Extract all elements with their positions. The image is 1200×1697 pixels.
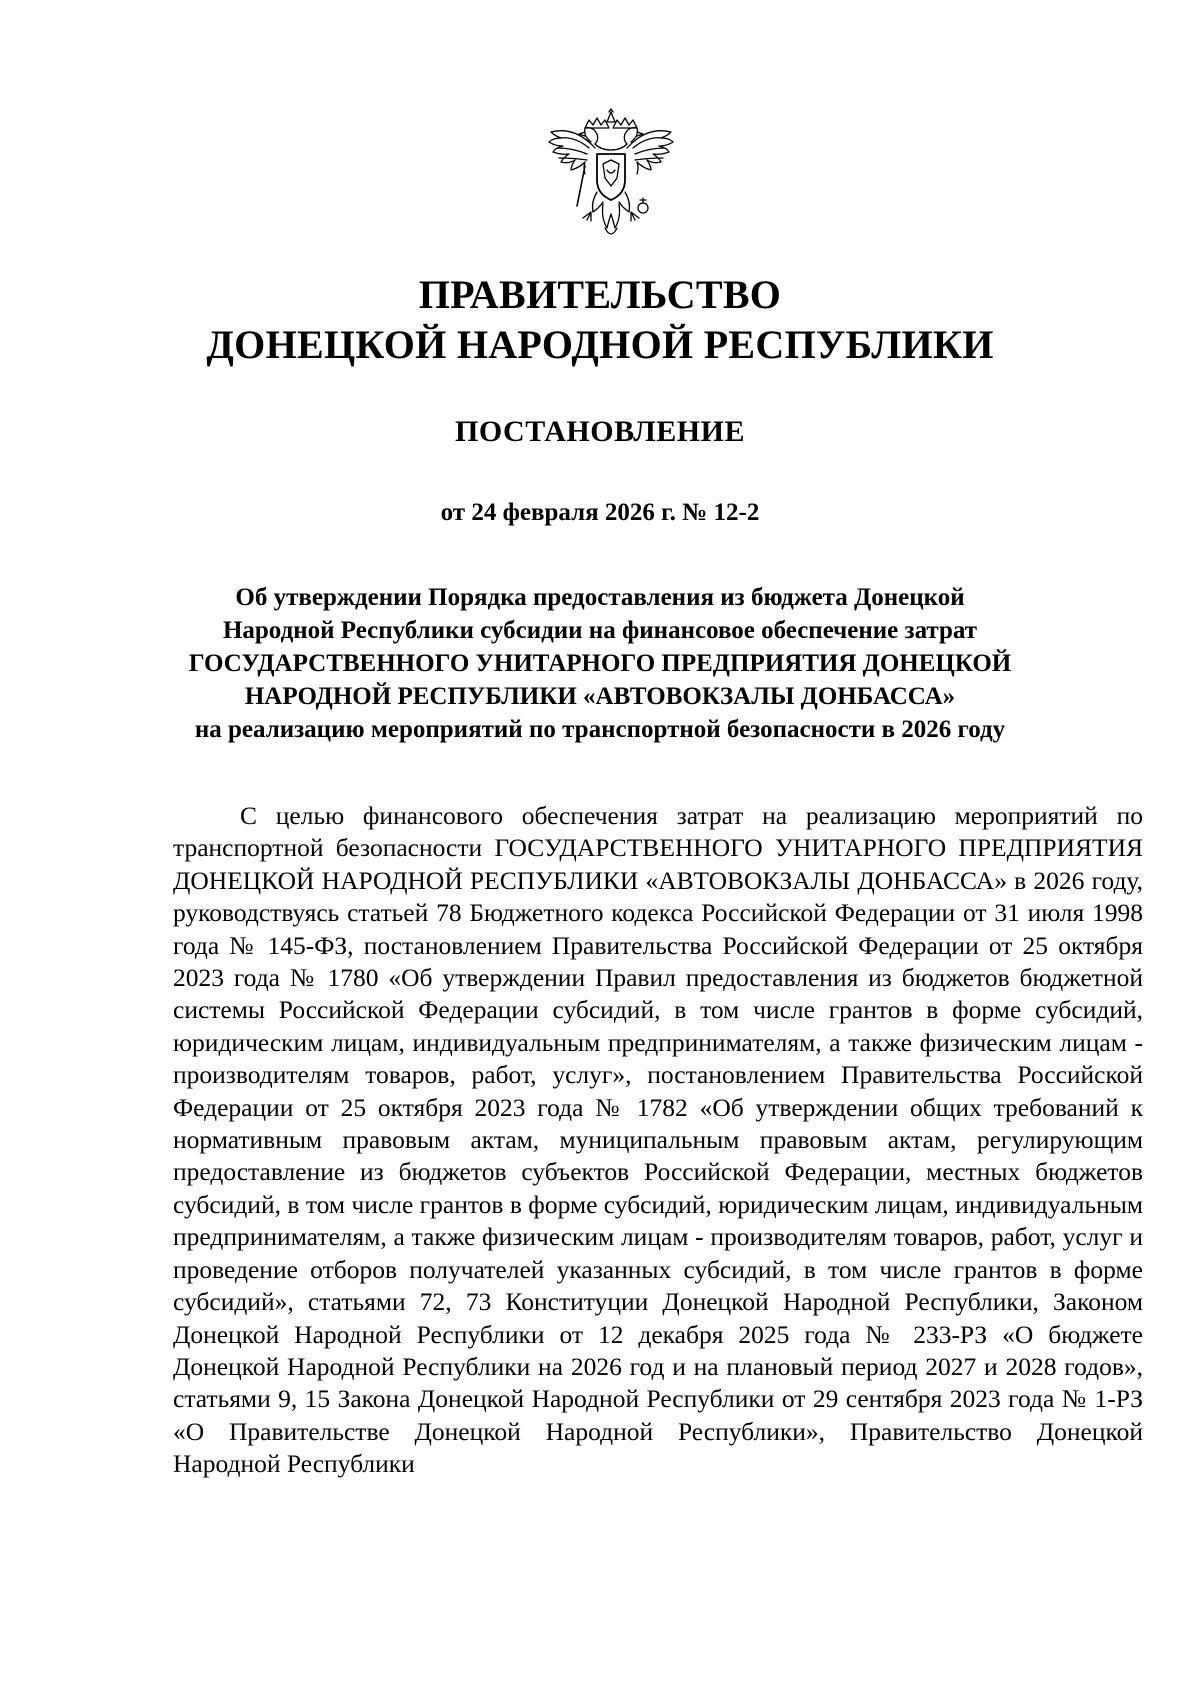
document-subject xyxy=(0,581,1200,746)
subject-line2: Народной Республики субсидии на финансовое обеспечение затрат xyxy=(222,617,978,644)
government-title-line2: ДОНЕЦКОЙ НАРОДНОЙ РЕСПУБЛИКИ xyxy=(206,322,994,367)
document-type: ПОСТАНОВЛЕНИЕ xyxy=(455,415,745,448)
subject-line3: ГОСУДАРСТВЕННОГО УНИТАРНОГО ПРЕДПРИЯТИЯ ДОНЕЦКОЙ xyxy=(188,650,1012,677)
subject-line4: НАРОДНОЙ РЕСПУБЛИКИ «АВТОВОКЗАЛЫ ДОНБАССА» xyxy=(244,683,956,710)
government-title xyxy=(0,270,1200,370)
subject-line1: Об утверждении Порядка предоставления из бюджета Донецкой xyxy=(235,584,965,611)
body-paragraph: С целью финансового обеспечения затрат на реализацию мероприятий по транспортной безопасности ГОСУДАРСТВЕННОГО УНИТАРНОГО ПРЕДПРИЯТИЯ ДОНЕЦКОЙ НАРОДНОЙ РЕСПУБЛИКИ «АВТОВОКЗАЛЫ ДОНБАССА» в 2026 году, руководствуясь статьей 78 Бюджетного кодекса Российской Федерации от 31 июля 1998 года № 145-ФЗ, постановлением Правительства Российской Федерации от 25 октября 2023 года № 1780 «Об утверждении Правил предоставления из бюджетов бюджетной системы Российской Федерации субсидий, в том числе грантов в форме субсидий, юридическим лицам, индивидуальным предпринимателям, а также физическим лицам - производителям товаров, работ, услуг», постановлением Правительства Российской Федерации от 25 октября 2023 года № 1782 «Об утверждении общих требований к нормативным правовым актам, муниципальным правовым актам, регулирующим предоставление из бюджетов субъектов Российской Федерации, местных бюджетов субсидий, в том числе грантов в форме субсидий, юридическим лицам, индивидуальным предпринимателям, а также физическим лицам - производителям товаров, работ, услуг и проведение отборов получателей указанных субсидий, в том числе грантов в форме субсидий», статьями 72, 73 Конституции Донецкой Народной Республики, Законом Донецкой Народной Республики от 12 декабря 2025 года № 233-РЗ «О бюджете Донецкой Народной Республики на 2026 год и на плановый период 2027 и 2028 годов», статьями 9, 15 Закона Донецкой Народной Республики от 29 сентября 2023 года № 1-РЗ «О Правительстве Донецкой Народной Республики», Правительство Донецкой Народной Республики xyxy=(173,801,1143,1479)
coat-of-arms-icon xyxy=(545,108,677,254)
document-date-number: от 24 февраля 2026 г. № 12-2 xyxy=(440,499,760,526)
government-title-line1: ПРАВИТЕЛЬСТВО xyxy=(418,272,782,317)
subject-line5: на реализацию мероприятий по транспортной безопасности в 2026 году xyxy=(194,716,1006,743)
